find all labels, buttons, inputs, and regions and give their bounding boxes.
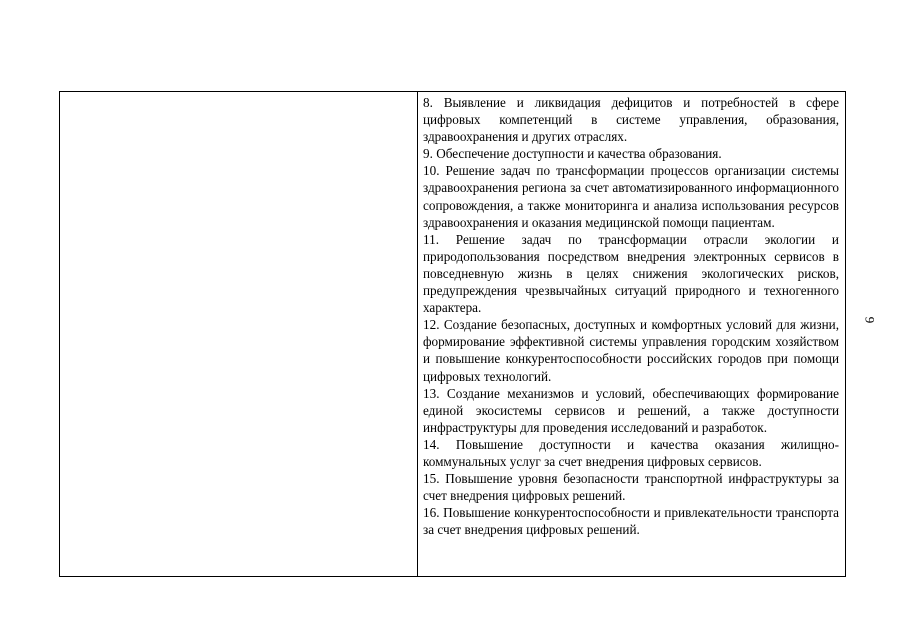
- list-item: 8. Выявление и ликвидация дефицитов и потребностей в сфере цифровых компетенций в системе управления, образования, здравоохранения и других отраслях.: [423, 95, 839, 145]
- list-item: 10. Решение задач по трансформации процессов организации системы здравоохранения региона за счет автоматизированного информационного сопровождения, а также мониторинга и анализа использования ресурсов здравоохранения и оказания медицинской помощи пациентам.: [423, 163, 839, 230]
- list-item: 9. Обеспечение доступности и качества образования.: [423, 146, 722, 162]
- list-item: 14. Повышение доступности и качества оказания жилищно-коммунальных услуг за счет внедрения цифровых сервисов.: [423, 436, 839, 469]
- list-item: 11. Решение задач по трансформации отрасли экологии и природопользования посредством внедрения электронных сервисов в повседневную жизнь в целях снижения экологических рисков, предупреждения чрезвычайных ситуаций природного и техногенного характера.: [423, 231, 839, 316]
- table-right-column: [418, 92, 845, 576]
- page-number: 9: [862, 316, 878, 324]
- list-item: 16. Повышение конкурентоспособности и привлекательности транспорта за счет внедрения цифровых решений.: [423, 505, 839, 538]
- list-item: 12. Создание безопасных, доступных и комфортных условий для жизни, формирование эффективной системы управления городским хозяйством и повышение конкурентоспособности российских городов при помощи цифровых технологий.: [423, 317, 839, 384]
- list-item: 15. Повышение уровня безопасности транспортной инфраструктуры за счет внедрения цифровых решений.: [423, 471, 839, 504]
- document-table: [59, 91, 846, 577]
- list-item: 13. Создание механизмов и условий, обеспечивающих формирование единой экосистемы сервисов и решений, а также доступности инфраструктуры для проведения исследований и разработок.: [423, 385, 839, 435]
- table-left-column: [60, 92, 418, 576]
